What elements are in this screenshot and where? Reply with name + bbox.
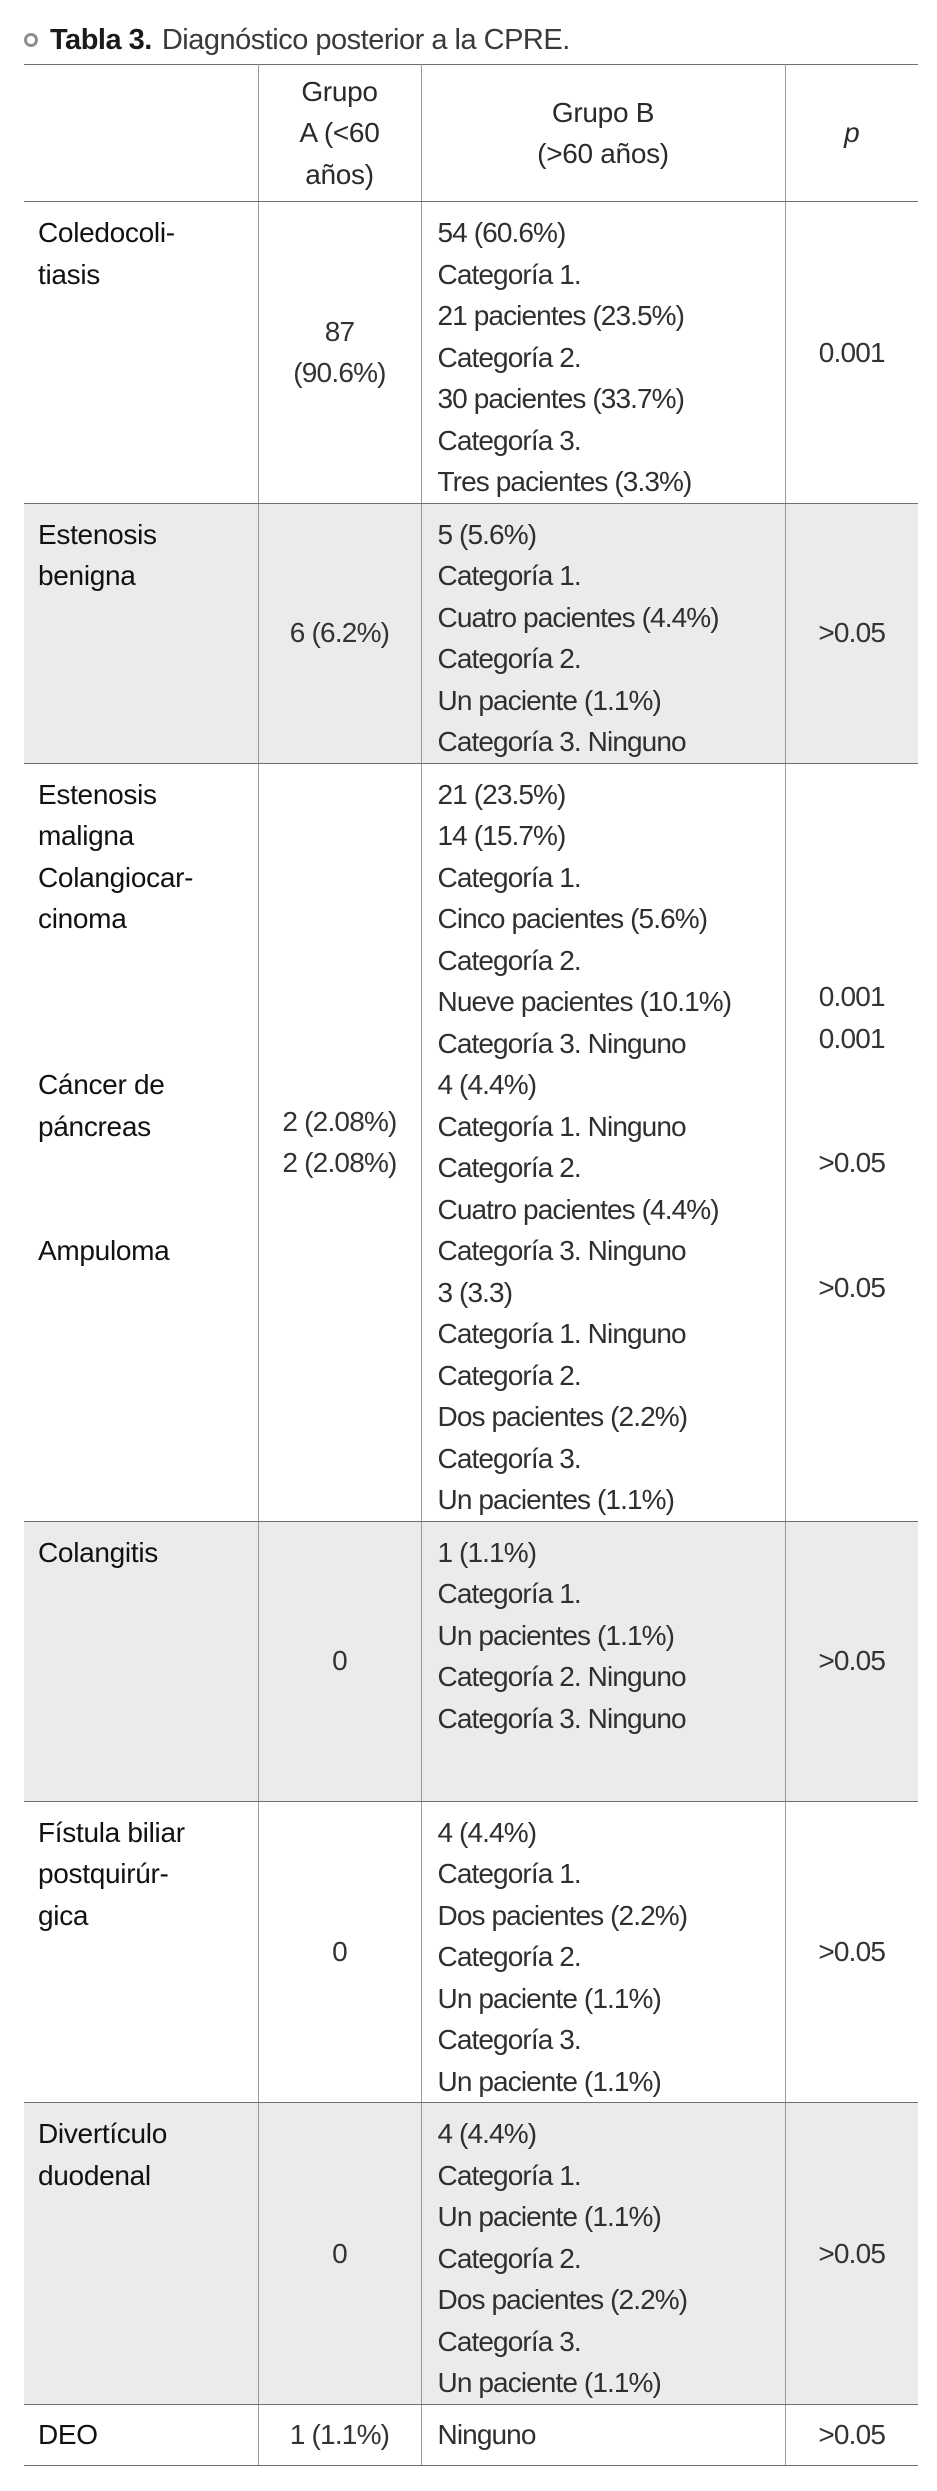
group-b-cell-line: Categoría 3. (437, 2325, 581, 2357)
group-a-cell-line: 0 (332, 1936, 347, 1967)
group-b-cell (421, 2103, 785, 2405)
group-b-cell-line: 5 (5.6%) (437, 518, 537, 550)
header-group-b-line: (>60 años) (537, 138, 669, 169)
group-b-cell-line: Un paciente (1.1%) (437, 2367, 661, 2398)
group-a-cell (258, 503, 421, 763)
diagnosis-cell (24, 763, 258, 1521)
diagnosis-cell-line (38, 1147, 258, 1189)
p-value-cell-line: >0.05 (818, 1147, 886, 1178)
p-value-cell-line: >0.05 (818, 617, 886, 649)
group-b-cell-line: Categoría 2. (437, 1359, 581, 1391)
diagnosis-cell-line: gica (38, 1899, 89, 1931)
group-b-cell-line: Categoría 1. (437, 258, 581, 290)
header-p: p (785, 65, 918, 202)
table-row (24, 202, 918, 504)
group-b-cell-line: Un pacientes (1.1%) (437, 1484, 675, 1515)
group-b-cell-line: 54 (60.6%) (437, 217, 566, 248)
group-b-cell-line: 21 pacientes (23.5%) (437, 300, 685, 331)
p-value-cell-line: >0.05 (818, 1645, 886, 1677)
group-b-cell-line: Categoría 3. (437, 424, 581, 456)
group-b-cell-line: Categoría 1. Ninguno (437, 1110, 686, 1142)
group-b-cell-line: 14 (15.7%) (437, 820, 566, 851)
diagnosis-cell-line: Estenosis (38, 778, 157, 810)
diagnosis-cell-line: postquirúr- (38, 1858, 169, 1889)
header-group-a-line: Grupo (301, 75, 378, 107)
group-b-cell-line: 1 (1.1%) (437, 1536, 537, 1568)
group-b-cell-line: Un pacientes (1.1%) (437, 1619, 675, 1651)
group-b-cell-line: Categoría 1. Ninguno (437, 1318, 686, 1349)
group-a-cell-line: 0 (332, 1645, 347, 1677)
group-a-cell (258, 202, 421, 504)
group-b-cell (421, 2404, 785, 2465)
p-value-cell (785, 503, 918, 763)
p-value-cell-line (786, 1184, 919, 1226)
diagnosis-cell (24, 2404, 258, 2465)
header-diagnosis (24, 65, 258, 202)
p-value-cell (785, 1801, 918, 2103)
diagnosis-cell (24, 1801, 258, 2103)
diagnosis-cell-line: Colangitis (38, 1536, 158, 1568)
diagnosis-cell-line: Ampuloma (38, 1235, 170, 1266)
diagnosis-cell (24, 2103, 258, 2405)
diagnosis-cell-line: Divertículo (38, 2118, 167, 2149)
p-value-cell (785, 1521, 918, 1801)
header-group-b-line: Grupo B (551, 96, 655, 128)
group-b-cell-line: Categoría 2. Ninguno (437, 1661, 686, 1692)
diagnosis-cell-line: tiasis (38, 258, 100, 290)
group-b-cell-line: Categoría 2. (437, 1941, 581, 1972)
group-b-cell-line: Categoría 3. Ninguno (437, 1027, 686, 1059)
group-b-cell-line: Un paciente (1.1%) (437, 1982, 661, 2014)
group-b-cell-line: Cinco pacientes (5.6%) (437, 903, 708, 934)
p-value-cell-line: 0.001 (818, 1022, 885, 1054)
diagnosis-cell-line: páncreas (38, 1110, 151, 1142)
p-value-cell-line: >0.05 (818, 1271, 886, 1303)
group-b-cell-line: Un paciente (1.1%) (437, 684, 661, 716)
group-b-cell-line: Categoría 1. (437, 1578, 581, 1609)
p-value-cell-line: >0.05 (818, 2418, 886, 2450)
group-a-cell-line: 0 (332, 2237, 347, 2269)
group-b-cell-line: Categoría 1. (437, 2159, 581, 2191)
group-b-cell-line: Cuatro pacientes (4.4%) (437, 601, 719, 633)
diagnosis-cell-line: Estenosis (38, 518, 157, 550)
group-a-cell (258, 763, 421, 1521)
diagnosis-table (24, 64, 918, 2466)
group-b-cell-line: Categoría 2. (437, 643, 581, 674)
diagnosis-cell-line (38, 981, 258, 1023)
group-b-cell-line: Cuatro pacientes (4.4%) (437, 1193, 719, 1225)
p-value-cell (785, 763, 918, 1521)
table-row (24, 2404, 918, 2465)
group-b-cell-line: Categoría 3. (437, 1442, 581, 1474)
group-b-cell-line: Categoría 1. (437, 560, 581, 591)
diagnosis-cell-line: Fístula biliar (38, 1816, 185, 1848)
table-row (24, 1521, 918, 1801)
group-b-cell-line: Dos pacientes (2.2%) (437, 1401, 688, 1432)
diagnosis-cell-line (38, 1189, 258, 1231)
group-b-cell-line: Un paciente (1.1%) (437, 2201, 661, 2232)
group-b-cell-line: 4 (4.4%) (437, 1816, 537, 1848)
group-b-cell-line: Ninguno (437, 2418, 536, 2450)
group-b-cell-line: Categoría 2. (437, 944, 581, 976)
group-a-cell-line: 6 (6.2%) (289, 617, 390, 649)
caption-label: Tabla 3. (50, 23, 152, 56)
group-b-cell-line: Categoría 2. (437, 341, 581, 373)
header-row (24, 65, 918, 202)
group-b-cell (421, 503, 785, 763)
group-b-cell-line: Categoría 3. Ninguno (437, 1235, 686, 1266)
group-b-cell-line: 4 (4.4%) (437, 2118, 537, 2149)
circle-bullet-icon (24, 33, 38, 47)
diagnosis-cell-line: cinoma (38, 903, 127, 934)
p-value-cell (785, 202, 918, 504)
p-value-cell-line (786, 1101, 919, 1143)
group-a-cell (258, 2103, 421, 2405)
diagnosis-cell-line (38, 940, 258, 982)
group-a-cell (258, 1521, 421, 1801)
group-b-cell-line: Categoría 3. (437, 2024, 581, 2055)
group-b-cell (421, 763, 785, 1521)
group-a-cell (258, 2404, 421, 2465)
table-caption (24, 18, 570, 62)
group-a-cell (258, 1801, 421, 2103)
group-b-cell-line: 21 (23.5%) (437, 778, 566, 810)
group-b-cell (421, 1521, 785, 1801)
diagnosis-cell-line: benigna (38, 560, 136, 591)
group-b-cell-line: Un paciente (1.1%) (437, 2065, 661, 2097)
group-a-cell-line: 87 (324, 315, 355, 347)
diagnosis-cell-line: Coledocoli- (38, 217, 175, 248)
diagnosis-cell-line: Cáncer de (38, 1069, 165, 1100)
table-row (24, 763, 918, 1521)
table-row (24, 1801, 918, 2103)
header-group-b (421, 65, 785, 202)
diagnosis-cell-line (38, 1023, 258, 1065)
p-value-cell (785, 2103, 918, 2405)
p-value-cell-line: 0.001 (818, 981, 885, 1012)
header-group-a-line: A (<60 (299, 117, 380, 149)
p-value-cell-line: >0.05 (818, 2237, 886, 2269)
p-value-cell-line (786, 1225, 919, 1267)
group-b-cell-line: Categoría 3. Ninguno (437, 1702, 686, 1734)
group-b-cell-line: Dos pacientes (2.2%) (437, 2284, 688, 2315)
p-value-cell (785, 2404, 918, 2465)
group-a-cell-line: 1 (1.1%) (289, 2418, 390, 2450)
group-a-cell-line: (90.6%) (293, 357, 386, 389)
group-b-cell-line: Categoría 1. (437, 861, 581, 893)
diagnosis-cell-line: maligna (38, 820, 134, 851)
group-b-cell-line: 30 pacientes (33.7%) (437, 383, 685, 414)
group-b-cell (421, 202, 785, 504)
group-b-cell-line: Dos pacientes (2.2%) (437, 1899, 688, 1931)
group-b-cell-line: Nueve pacientes (10.1%) (437, 986, 732, 1017)
group-b-cell-line: Categoría 2. (437, 1152, 581, 1183)
header-group-a (258, 65, 421, 202)
group-a-cell-line: 2 (2.08%) (282, 1105, 397, 1137)
group-b-cell-line: Categoría 1. (437, 1858, 581, 1889)
group-b-cell-line: 4 (4.4%) (437, 1069, 537, 1100)
group-b-cell-line: Categoría 2. (437, 2242, 581, 2274)
group-b-cell (421, 1801, 785, 2103)
caption-text: Diagnóstico posterior a la CPRE. (161, 23, 570, 56)
diagnosis-cell (24, 503, 258, 763)
table-row (24, 2103, 918, 2405)
table-row (24, 503, 918, 763)
p-value-cell-line: 0.001 (818, 336, 885, 368)
diagnosis-cell (24, 1521, 258, 1801)
header-group-a-line: años) (305, 158, 374, 190)
diagnosis-cell-line: DEO (38, 2418, 98, 2450)
p-value-cell-line: >0.05 (818, 1936, 886, 1967)
p-value-cell-line (786, 1059, 919, 1101)
diagnosis-cell-line: duodenal (38, 2159, 151, 2191)
group-a-cell-line: 2 (2.08%) (282, 1147, 397, 1178)
group-b-cell-line: 3 (3.3) (437, 1276, 513, 1308)
diagnosis-cell-line: Colangiocar- (38, 861, 194, 893)
group-b-cell-line: Categoría 3. Ninguno (437, 726, 686, 757)
group-b-cell-line: Tres pacientes (3.3%) (437, 466, 692, 497)
diagnosis-cell (24, 202, 258, 504)
